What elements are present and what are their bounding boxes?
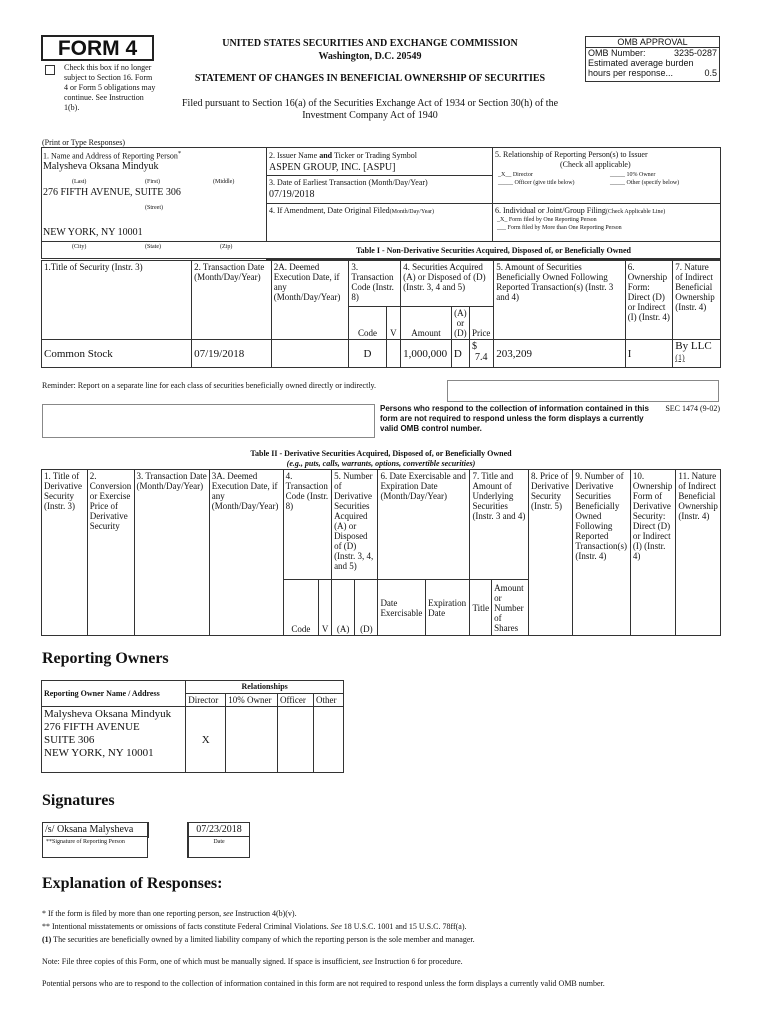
box6-label-text: 6. Individual or Joint/Group Filing [495, 206, 606, 215]
explanation-1-post: Instruction 4(b)(v). [233, 909, 297, 918]
table2-subtitle: (e.g., puts, calls, warrants, options, convertible securities) [286, 459, 476, 468]
t1-row-amount: 1,000,000 [401, 340, 452, 368]
footnote-1-text: The securities are beneficially owned by a limited liability company of which the reporting person is the sole member and manager. [51, 935, 475, 944]
reminder-text: Reminder: Report on a separate line for each class of securities beneficially owned directly or indirectly. [42, 381, 377, 390]
reporting-owners-heading: Reporting Owners [42, 650, 169, 667]
box3-label: 3. Date of Earliest Transaction (Month/Day/Year) [269, 178, 428, 187]
footnote-link-1[interactable]: (1) [675, 353, 685, 362]
box1-label-text: 1. Name and Address of Reporting Person [43, 151, 178, 161]
ro-10pct-cell [226, 707, 278, 773]
explanation-4-pre: Note: File three copies of this Form, one of which must be manually signed. If space is insufficient, [42, 957, 363, 966]
statement-title: STATEMENT OF CHANGES IN BENEFICIAL OWNERSHIP OF SECURITIES [194, 73, 546, 84]
t2-sub-a: (A) [332, 580, 355, 636]
form-title-box [41, 35, 154, 61]
issuer-name: ASPEN GROUP, INC. [ASPU] [269, 162, 396, 173]
t1-h-date: 2. Transaction Date (Month/Day/Year) [192, 261, 272, 340]
t1-row-nature [673, 340, 721, 368]
reporting-person-street: 276 FIFTH AVENUE, SUITE 306 [43, 187, 181, 198]
t2-h-ownership-form: 10. Ownership Form of Derivative Security: Direct (D) or Indirect (I) (Instr. 4) [630, 470, 676, 636]
reminder-blank-box-right [447, 380, 719, 402]
signatures-heading: Signatures [42, 792, 115, 809]
agency-title: UNITED STATES SECURITIES AND EXCHANGE COMMISSION [222, 38, 518, 49]
ro-col-other: Other [314, 694, 344, 707]
label-zip: (Zip) [220, 244, 233, 250]
t1-h-code: 3. Transaction Code (Instr. 8) [349, 261, 401, 307]
box6-label [495, 206, 665, 215]
explanation-line-1 [42, 909, 297, 918]
ro-other-cell [314, 707, 344, 773]
footnote-1-number: (1) [42, 935, 52, 944]
explanation-1-see: see [223, 909, 234, 918]
box6-more-persons: ___ Form filed by More than One Reporting Person [497, 225, 622, 231]
box5-sub: (Check all applicable) [560, 160, 631, 169]
t1-row-price [469, 340, 493, 368]
t1-h-ownership-form: 6. Ownership Form: Direct (D) or Indirect (I) (Instr. 4) [625, 261, 673, 340]
t2-sub-exercisable: Date Exercisable [378, 580, 426, 636]
signature-label: **Signature of Reporting Person [46, 839, 125, 845]
t2-h-code: 4. Transaction Code (Instr. 8) [283, 470, 331, 580]
box2-label-and: and [319, 151, 333, 160]
signature-date-box [188, 822, 250, 858]
omb-hours-label: hours per response... [588, 68, 674, 78]
box6-one-person: _X_ Form filed by One Reporting Person [497, 217, 597, 223]
explanation-line-2 [42, 922, 467, 931]
table2-derivative [41, 469, 721, 636]
box2-label-pre: 2. Issuer Name [269, 151, 320, 160]
box2-label [269, 151, 417, 160]
omb-burden-label: Estimated average burden [588, 58, 694, 68]
form-title: FORM 4 [57, 37, 138, 60]
table-row [42, 707, 344, 773]
omb-title: OMB APPROVAL [586, 37, 719, 48]
t1-h-title: 1.Title of Security (Instr. 3) [42, 261, 192, 340]
t1-sub-price: Price [469, 307, 493, 340]
t2-sub-d: (D) [355, 580, 378, 636]
box5-director: _X__ Director [498, 172, 533, 178]
t2-h-price: 8. Price of Derivative Security (Instr. 5) [529, 470, 573, 636]
persons-notice: Persons who respond to the collection of information contained in this form are not required to respond unless the form displays a currently valid OMB control number. [380, 404, 649, 433]
t2-h-number: 5. Number of Derivative Securities Acquired (A) or Disposed of (D) (Instr. 3, 4, and 5) [332, 470, 378, 580]
ro-col-name: Reporting Owner Name / Address [42, 681, 186, 707]
t1-sub-amount: Amount [401, 307, 452, 340]
ro-owner-address [42, 707, 186, 773]
t1-h-deemed: 2A. Deemed Execution Date, if any (Month/Day/Year) [271, 261, 349, 340]
explanation-4-post: Instruction 6 for procedure. [372, 957, 463, 966]
t2-h-date: 3. Transaction Date (Month/Day/Year) [134, 470, 209, 636]
explanation-line-4 [42, 957, 463, 966]
t2-h-title: 1. Title of Derivative Security (Instr. 3) [42, 470, 88, 636]
t1-row-price-value: 7.4 [474, 352, 488, 363]
ro-owner-name: Malysheva Oksana Mindyuk [44, 708, 172, 720]
t1-row-owned: 203,209 [494, 340, 625, 368]
omb-number-row [586, 48, 719, 58]
t2-sub-v: V [319, 580, 332, 636]
t2-h-underlying: 7. Title and Amount of Underlying Securities (Instr. 3 and 4) [470, 470, 529, 580]
t1-row-aord: D [451, 340, 469, 368]
box4-label [269, 206, 434, 215]
explanation-1-pre: * If the form is filed by more than one reporting person, [42, 909, 224, 918]
earliest-transaction-date: 07/19/2018 [269, 189, 315, 200]
label-middle: (Middle) [213, 179, 235, 185]
label-last: (Last) [72, 179, 87, 185]
box2-label-post: Ticker or Trading Symbol [332, 151, 418, 160]
ro-col-officer: Officer [278, 694, 314, 707]
explanation-2-pre: ** Intentional misstatements or omissions of facts constitute Federal Criminal Violations. [42, 922, 331, 931]
t2-h-conversion: 2. Conversion or Exercise Price of Derivative Security [87, 470, 134, 636]
t1-row-form: I [625, 340, 673, 368]
t1-h-amount-owned: 5. Amount of Securities Beneficially Owned Following Reported Transaction(s) (Instr. 3 and 4) [494, 261, 625, 340]
label-city: (City) [72, 244, 87, 250]
t1-sub-v: V [386, 307, 400, 340]
ro-col-director: Director [186, 694, 226, 707]
t2-h-nature: 11. Nature of Indirect Beneficial Ownership (Instr. 4) [676, 470, 721, 636]
explanation-2-see: See [330, 922, 342, 931]
check-box[interactable] [45, 65, 55, 75]
omb-number-label: OMB Number: [588, 48, 646, 58]
ro-owner-addr1: 276 FIFTH AVENUE [44, 721, 140, 733]
table1-title: Table I - Non-Derivative Securities Acquired, Disposed of, or Beneficially Owned [356, 246, 631, 255]
omb-number-value: 3235-0287 [673, 48, 717, 58]
box1-mark: * [177, 150, 182, 157]
t2-h-deemed: 3A. Deemed Execution Date, if any (Month/Day/Year) [209, 470, 283, 636]
t1-sub-aord: (A) or (D) [451, 307, 469, 340]
t1-sub-code: Code [349, 307, 386, 340]
reporting-person-city: NEW YORK, NY 10001 [43, 227, 143, 238]
label-street: (Street) [145, 205, 163, 211]
signature-date-label: Date [213, 839, 225, 845]
omb-approval-box [585, 36, 720, 82]
ro-col-10pct: 10% Owner [226, 694, 278, 707]
omb-hours-row [586, 68, 719, 78]
t2-sub-amount: Amount or Number of Shares [492, 580, 529, 636]
t1-h-nature: 7. Nature of Indirect Beneficial Ownership (Instr. 4) [673, 261, 721, 340]
explanation-heading: Explanation of Responses: [42, 875, 223, 892]
signature-box [42, 822, 148, 858]
t1-row-code: D [349, 340, 386, 368]
box5-10pct-owner: _____ 10% Owner [610, 172, 656, 178]
box5-other: _____ Other (specify below) [610, 180, 680, 186]
reporting-person-name: Malysheva Oksana Mindyuk [43, 161, 159, 172]
box6-label-small: (Check Applicable Line) [605, 209, 666, 215]
ro-col-relationships: Relationships [186, 681, 344, 694]
explanation-4-see: see [362, 957, 373, 966]
t1-row-deemed [271, 340, 349, 368]
t1-row-nature-text: By LLC [675, 340, 712, 352]
agency-city: Washington, D.C. 20549 [318, 51, 422, 62]
reporting-owners-table [41, 680, 344, 773]
explanation-line-3 [42, 935, 475, 944]
ro-owner-addr3: NEW YORK, NY 10001 [44, 747, 154, 759]
t1-row-price-symbol: $ [471, 341, 477, 352]
signature-date: 07/23/2018 [189, 823, 249, 837]
explanation-line-5: Potential persons who are to respond to the collection of information contained in this form are not required to respond unless the form displays a currently valid OMB number. [42, 979, 605, 988]
t1-row-v [386, 340, 400, 368]
t1-row-title: Common Stock [42, 340, 192, 368]
print-type-note: (Print or Type Responses) [42, 138, 126, 147]
t2-sub-expiration: Expiration Date [426, 580, 470, 636]
ro-officer-cell [278, 707, 314, 773]
t2-sub-code: Code [283, 580, 318, 636]
label-first: (First) [145, 179, 160, 185]
check-box-text: Check this box if no longer subject to Section 16. Form 4 or Form 5 obligations may continue. See Instruction 1(b). [64, 63, 156, 112]
table1-non-derivative [41, 260, 721, 368]
explanation-2-post: 18 U.S.C. 1001 and 15 U.S.C. 78ff(a). [341, 922, 467, 931]
t1-row-date: 07/19/2018 [192, 340, 272, 368]
ro-owner-addr2: SUITE 306 [44, 734, 95, 746]
t2-h-exercisable: 6. Date Exercisable and Expiration Date (Month/Day/Year) [378, 470, 470, 580]
box5-officer: _____ Officer (give title below) [498, 180, 575, 186]
box5-label: 5. Relationship of Reporting Person(s) to Issuer [495, 150, 648, 159]
ro-director-mark: X [186, 707, 226, 773]
table-row [42, 340, 721, 368]
table2-title: Table II - Derivative Securities Acquired, Disposed of, or Beneficially Owned [250, 449, 512, 458]
filed-line-2: Investment Company Act of 1940 [302, 110, 438, 121]
box4-label-small: (Month/Day/Year) [389, 209, 435, 215]
t2-sub-title: Title [470, 580, 492, 636]
t1-h-securities: 4. Securities Acquired (A) or Disposed of (D) (Instr. 3, 4 and 5) [401, 261, 494, 307]
t2-h-number-owned: 9. Number of Derivative Securities Beneficially Owned Following Reported Transaction(s) (Instr. 4) [573, 470, 631, 636]
box4-label-text: 4. If Amendment, Date Original Filed [269, 206, 390, 215]
omb-hours-value: 0.5 [704, 68, 717, 78]
sec-1474: SEC 1474 (9-02) [665, 404, 720, 413]
signature-value: /s/ Oksana Malysheva [43, 823, 147, 837]
filed-line-1: Filed pursuant to Section 16(a) of the Securities Exchange Act of 1934 or Section 30(h) of the [181, 98, 559, 109]
label-state: (State) [145, 244, 161, 250]
box1-label [43, 150, 181, 161]
reminder-blank-box-left [42, 404, 375, 438]
